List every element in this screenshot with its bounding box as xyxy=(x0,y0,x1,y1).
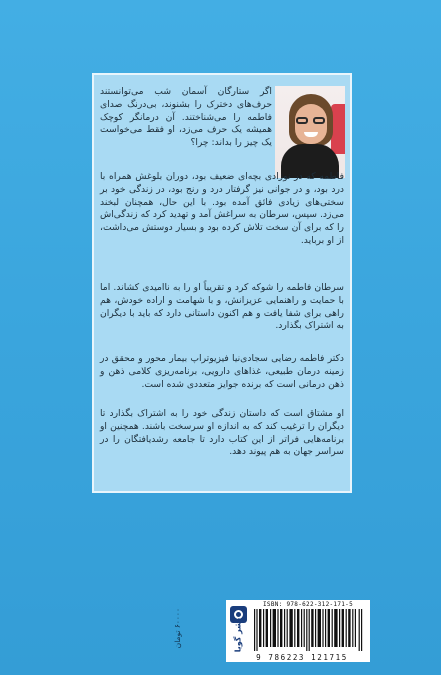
blurb-paragraph-3: سرطان فاطمه را شوکه کرد و تقریباً او را به ناامیدی کشاند. اما با حمایت و راهنمایی عزیزانش، و با شهامت و اراده خودش، هم راهی برای شفا یافت و هم اکنون داستانی دارد که باید با دیگران به اشتراک بگذارد. xyxy=(100,282,344,332)
author-photo xyxy=(275,86,345,178)
barcode-number: 9 786223 121715 xyxy=(256,653,348,662)
blurb-paragraph-5: او مشتاق است که داستان زندگی خود را به اشتراک بگذارد تا دیگران را ترغیب کند که به اندازه او سرسخت باشند. همچنین او برنامه‌هایی فراتر از این کتاب دارد تا جامعه رشدیافتگان را در سراسر جهان به هم پیوند دهد. xyxy=(100,408,344,458)
author-bio-paragraph: دکتر فاطمه رضایی سجادی‌نیا فیزیوتراپ بیمار محور و محقق در زمینه درمان طبیعی، غذاهای دارویی، برنامه‌ریزی کلامی ذهن و ذهن درمانی است که برنده جوایز متعددی شده است. xyxy=(100,353,344,390)
photo-background-mark xyxy=(331,104,345,154)
blurb-paragraph-2: فاطمه که در نوزادی بچه‌ای ضعیف بود، دوران بلوغش همراه با درد بود، و در جوانی نیز گرفتار درد و رنج بود، در زندگی خود بر سختی‌های زیادی فائق آمده بود. با این حال، همچنان لبخند می‌زد. سپس، سرطان به سراغش آمد و تهدید کرد که زندگی‌اش را که برای آن سخت تلاش کرده بود و بسیار دوستش می‌داشت، از او برباید. xyxy=(100,171,344,246)
barcode-icon xyxy=(252,609,364,651)
blurb-paragraph-1: اگر ستارگان آسمان شب می‌توانستند حرف‌های دخترک را بشنوند، بی‌درنگ صدای فاطمه را می‌شناختند. آن درمانگر کوچک همیشه یک حرف می‌زد، او فقط می‌خواست یک چیز را بداند: چرا؟ xyxy=(100,86,272,149)
price-label: ۶۰۰۰۰ تومان xyxy=(173,608,182,649)
author-glasses xyxy=(296,117,326,125)
publisher-name: نشر گویا xyxy=(233,617,243,653)
isbn-text: ISBN: 978-622-312-171-5 xyxy=(263,601,353,608)
